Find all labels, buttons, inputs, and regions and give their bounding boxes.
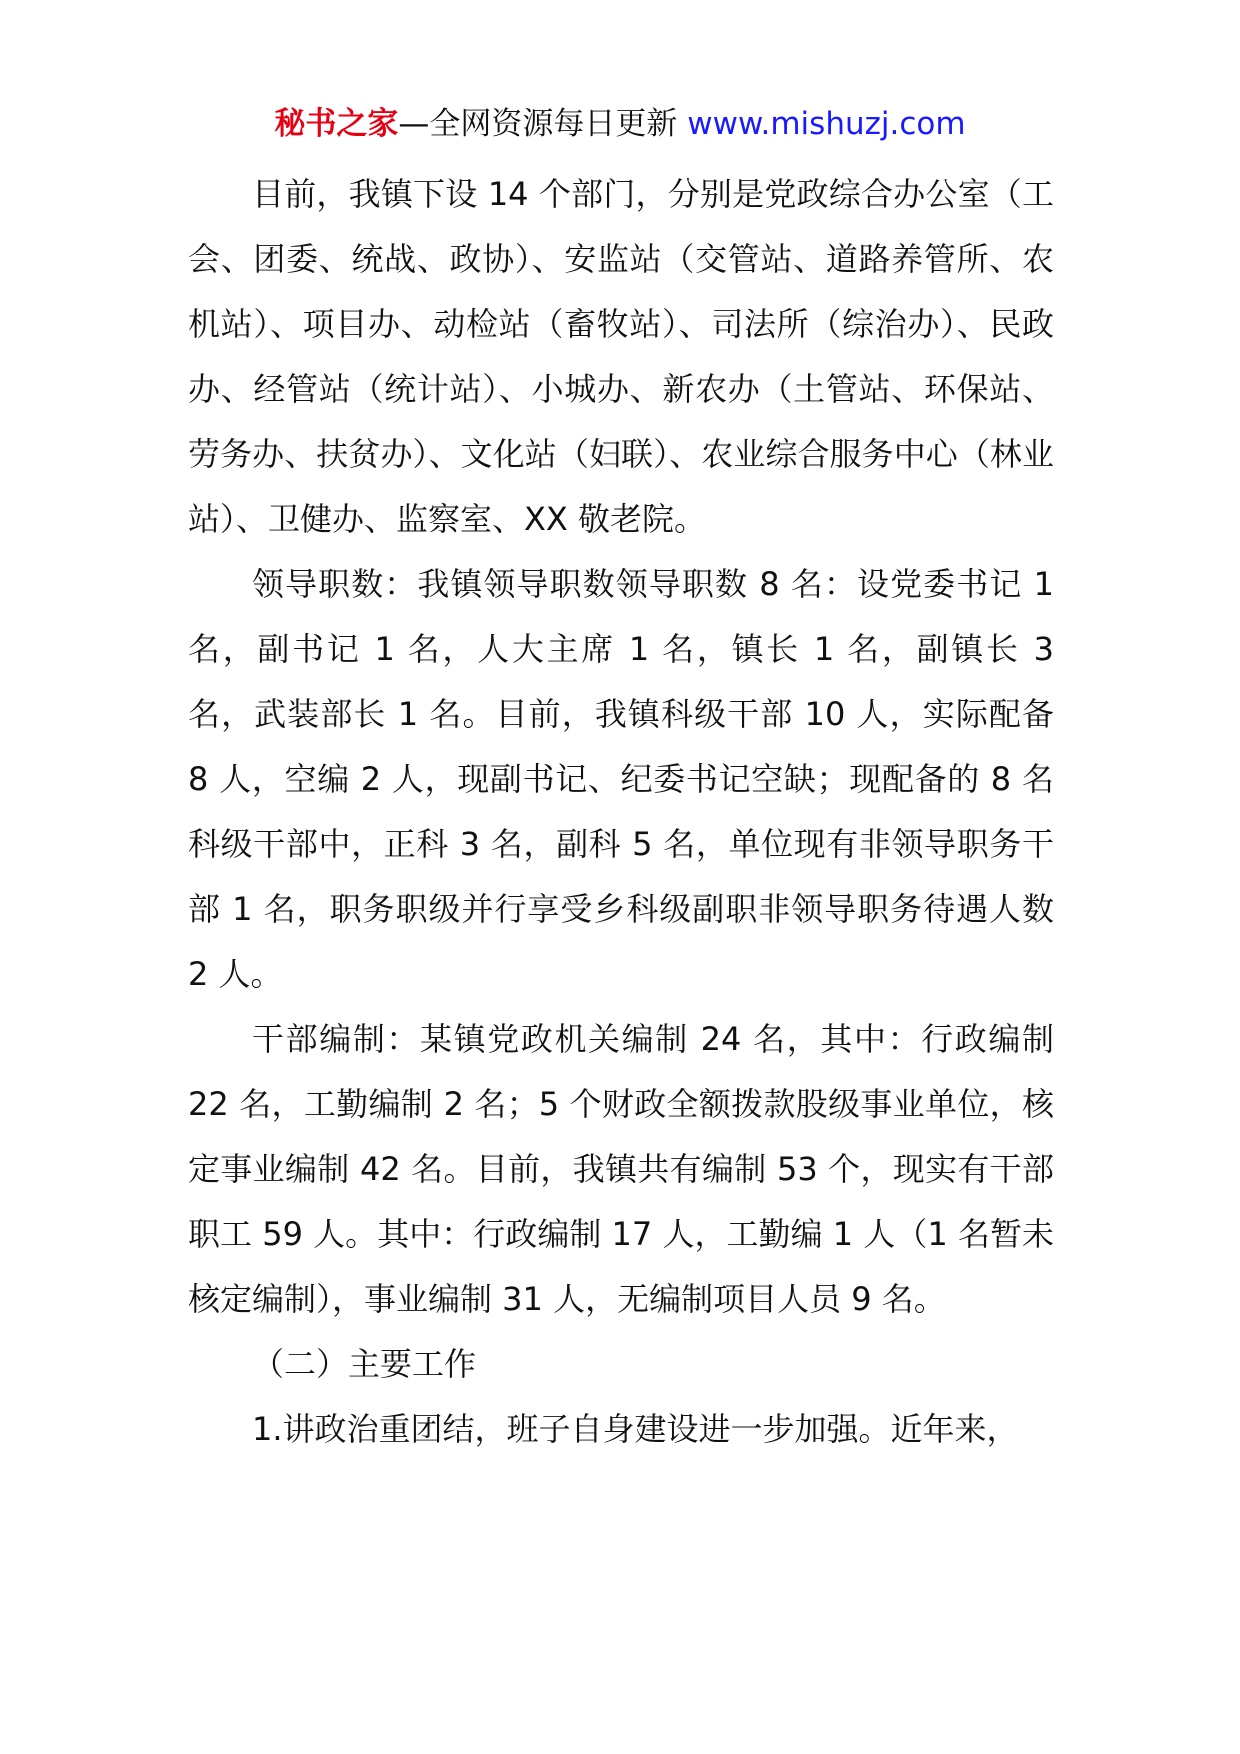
site-url-link[interactable]: www.mishuzj.com [687,106,966,142]
header-tagline: —全网资源每日更新 [398,106,688,142]
paragraph-departments: 目前，我镇下设 14 个部门，分别是党政综合办公室（工会、团委、统战、政协）、安监站（交管站、道路养管所、农机站）、项目办、动检站（畜牧站）、司法所（综治办）、民政办、经管站（统计站）、小城办、新农办（土管站、环保站、劳务办、扶贫办）、文化站（妇联）、农业综合服务中心（林业站）、卫健办、监察室、XX 敬老院。 [188,175,1054,538]
paragraph-leadership: 领导职数：我镇领导职数领导职数 8 名：设党委书记 1 名，副书记 1 名，人大主席 1 名，镇长 1 名，副镇长 3 名，武装部长 1 名。目前，我镇科级干部 10 人，实际配备 8 人，空编 2 人，现副书记、纪委书记空缺；现配备的 8 名科级干部中，正科 3 名，副科 5 名，单位现有非领导职务干部 1 名，职务职级并行享受乡科级副职非领导职务待遇人数 2 人。 [188,565,1054,993]
paragraph-staffing: 干部编制：某镇党政机关编制 24 名，其中：行政编制 22 名，工勤编制 2 名；5 个财政全额拨款股级事业单位，核定事业编制 42 名。目前，我镇共有编制 53 个，现实有干部职工 59 人。其中：行政编制 17 人，工勤编 1 人（1 名暂未核定编制），事业编制 31 人，无编制项目人员 9 名。 [188,1020,1054,1318]
brand-name: 秘书之家 [274,106,399,142]
page-header [0,104,1240,144]
section-heading-main-work: （二）主要工作 [252,1345,477,1383]
paragraph-item-1: 1.讲政治重团结，班子自身建设进一步加强。近年来， [252,1410,1019,1448]
document-body [188,162,1054,1462]
